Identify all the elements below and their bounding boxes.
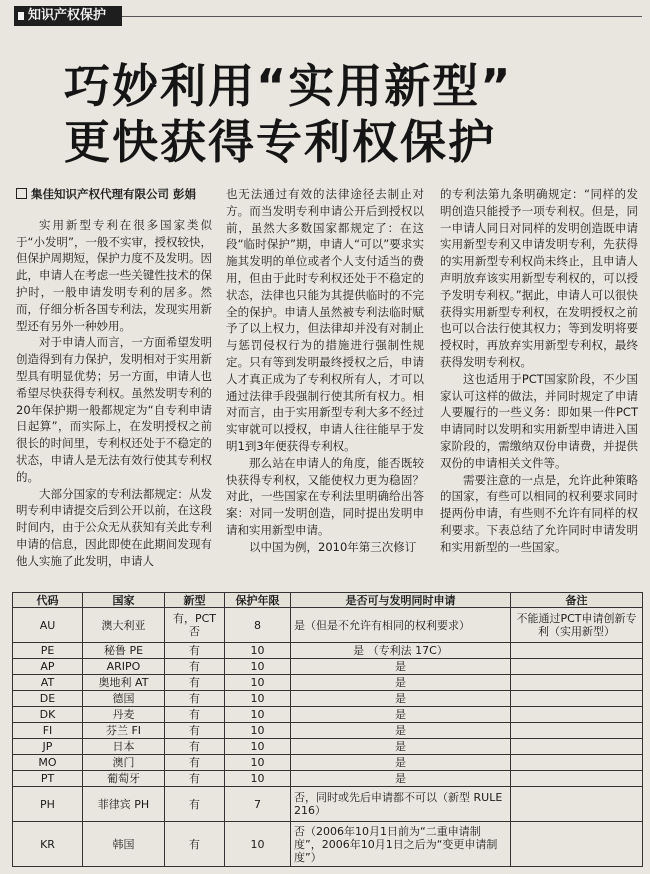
table-row	[13, 643, 643, 659]
cell-years: 10	[225, 755, 291, 771]
cell-apply: 是	[291, 691, 511, 707]
cell-note	[511, 822, 643, 867]
cell-note	[511, 643, 643, 659]
cell-apply: 是 （专利法 17C）	[291, 643, 511, 659]
cell-years: 10	[225, 822, 291, 867]
cell-country: 葡萄牙	[83, 771, 165, 787]
cell-code: AP	[13, 659, 83, 675]
paragraph: 以中国为例，2010年第三次修订	[249, 539, 417, 554]
header-years: 保护年限	[225, 593, 291, 608]
cell-apply: 是	[291, 755, 511, 771]
cell-apply: 否，同时或先后申请都不可以（新型 RULE 216）	[291, 787, 511, 822]
cell-utility: 有	[165, 723, 225, 739]
cell-country: 澳门	[83, 755, 165, 771]
header-country: 国家	[83, 593, 165, 608]
table-row	[13, 822, 643, 867]
headline-line-2: 更快获得专利权保护	[64, 115, 496, 169]
cell-note: 不能通过PCT申请创新专利（实用新型）	[511, 608, 643, 643]
cell-country: 奥地利 AT	[83, 675, 165, 691]
cell-note	[511, 755, 643, 771]
paragraph-continued: 的专利法第九条明确规定：“同样的发明创造只能授予一项专利权。但是，同一申请人同日对同样的发明创造既申请实用新型专利又申请发明专利，先获得的实用新型专利权尚未终止，且申请人声明放弃该实用新型专利权的，可以授予发明专利权。”据此，申请人可以很快获得实用新型专利权，在发明授权之前也可以合法行使其权力；等到发明将要授权时，再放弃实用新型专利权，最终获得发明专利权。	[440, 187, 638, 369]
cell-code: KR	[13, 822, 83, 867]
table-row	[13, 675, 643, 691]
header-utility: 新型	[165, 593, 225, 608]
paragraph: 需要注意的一点是，允许此种策略的国家，有些可以相同的权利要求同时提两份申请，有些则不允许有同样的权利要求。下表总结了允许同时申请发明和实用新型的一些国家。	[440, 472, 638, 554]
paragraph: 那么站在申请人的角度，能否既较快获得专利权，又能使权力更为稳固？对此，一些国家在专利法里明确给出答案：对同一发明创造，同时提出发明申请和实用新型申请。	[226, 455, 424, 537]
cell-code: DK	[13, 707, 83, 723]
table-row	[13, 608, 643, 643]
cell-note	[511, 739, 643, 755]
cell-code: DE	[13, 691, 83, 707]
table-row	[13, 787, 643, 822]
cell-note	[511, 771, 643, 787]
cell-apply: 是	[291, 723, 511, 739]
paragraph-continued: 也无法通过有效的法律途径去制止对方。而当发明专利申请公开后到授权以前，虽然大多数国家都规定了：在这段“临时保护”期，申请人“可以”要求实施其发明的单位或者个人支付适当的费用，但由于此时专利权还处于不稳定的状态，法律也只能为其提供临时的不完全的保护。申请人虽然被专利法临时赋予了以上权力，但法律却并没有对制止与惩罚侵权行为的措施进行强制性规定。只有等到发明最终授权之后，申请人才真正成为了专利权所有人，才可以通过法律手段强制行使其所有权力。相对而言，由于实用新型专利大多不经过实审就可以授权，申请人往往能早于发明1到3年便获得专利权。	[226, 187, 424, 453]
cell-country: 德国	[83, 691, 165, 707]
cell-note	[511, 787, 643, 822]
cell-years: 10	[225, 723, 291, 739]
cell-utility: 有	[165, 822, 225, 867]
cell-code: FI	[13, 723, 83, 739]
top-rule	[122, 16, 642, 17]
header-apply: 是否可与发明同时申请	[291, 593, 511, 608]
paragraph: 这也适用于PCT国家阶段，不少国家认可这样的做法，并同时规定了申请人要履行的一些义务：即如果一件PCT申请同时以发明和实用新型申请进入国家阶段的，需缴纳双份申请费，并提供双份的申请相关文件等。	[440, 371, 638, 470]
table-row	[13, 723, 643, 739]
cell-code: AT	[13, 675, 83, 691]
cell-note	[511, 707, 643, 723]
cell-utility: 有	[165, 787, 225, 822]
cell-country: 日本	[83, 739, 165, 755]
section-tag: 知识产权保护	[14, 6, 122, 26]
cell-note	[511, 723, 643, 739]
cell-years: 10	[225, 675, 291, 691]
byline	[16, 186, 212, 203]
cell-country: 澳大利亚	[83, 608, 165, 643]
header-note: 备注	[511, 593, 643, 608]
cell-country: 芬兰 FI	[83, 723, 165, 739]
cell-code: PH	[13, 787, 83, 822]
table-row	[13, 707, 643, 723]
cell-years: 10	[225, 707, 291, 723]
cell-code: JP	[13, 739, 83, 755]
article-column-1	[16, 186, 212, 570]
cell-utility: 有	[165, 755, 225, 771]
table-row	[13, 691, 643, 707]
article-column-3	[440, 186, 638, 556]
cell-country: 秘鲁 PE	[83, 643, 165, 659]
table-row	[13, 755, 643, 771]
cell-apply: 是	[291, 659, 511, 675]
cell-utility: 有	[165, 707, 225, 723]
cell-code: PT	[13, 771, 83, 787]
cell-utility: 有	[165, 739, 225, 755]
paragraph: 大部分国家的专利法都规定：从发明专利申请提交后到公开以前，在这段时间内，由于公众无从获知有关此专利申请的信息，因此即使在此期间发现有他人实施了此发明，申请人	[16, 486, 212, 568]
article-column-2	[226, 186, 424, 556]
headline-line-1: 巧妙利用“实用新型”	[64, 59, 513, 113]
cell-apply: 是（但是不允许有相同的权利要求）	[291, 608, 511, 643]
cell-years: 10	[225, 691, 291, 707]
cell-utility: 有	[165, 643, 225, 659]
cell-years: 7	[225, 787, 291, 822]
cell-country: ARIPO	[83, 659, 165, 675]
cell-note	[511, 675, 643, 691]
cell-apply: 否（2006年10月1日前为“二重申请制度”，2006年10月1日之后为“变更申请制度”）	[291, 822, 511, 867]
cell-country: 菲律宾 PH	[83, 787, 165, 822]
cell-years: 10	[225, 643, 291, 659]
paragraph: 对于申请人而言，一方面希望发明创造得到有力保护，发明相对于实用新型具有明显优势；另一方面，申请人也希望尽快获得专利权。虽然发明专利的20年保护期一般都规定为“自专利申请日起算”，而实际上，在发明授权之前很长的时间里，专利权还处于不稳定的状态，申请人是无法有效行使其专利权的。	[16, 335, 212, 484]
cell-years: 8	[225, 608, 291, 643]
cell-years: 10	[225, 659, 291, 675]
cell-utility: 有	[165, 691, 225, 707]
cell-code: PE	[13, 643, 83, 659]
square-icon	[16, 188, 27, 199]
byline-text: 集佳知识产权代理有限公司 彭娟	[31, 187, 197, 201]
cell-utility: 有	[165, 659, 225, 675]
cell-apply: 是	[291, 739, 511, 755]
cell-country: 韩国	[83, 822, 165, 867]
cell-apply: 是	[291, 675, 511, 691]
table-row	[13, 771, 643, 787]
cell-code: MO	[13, 755, 83, 771]
cell-country: 丹麦	[83, 707, 165, 723]
cell-note	[511, 659, 643, 675]
header-code: 代码	[13, 593, 83, 608]
cell-apply: 是	[291, 707, 511, 723]
cell-utility: 有	[165, 675, 225, 691]
cell-note	[511, 691, 643, 707]
table-row	[13, 659, 643, 675]
cell-code: AU	[13, 608, 83, 643]
cell-years: 10	[225, 739, 291, 755]
paragraph: 实用新型专利在很多国家类似于“小发明”，一般不实审，授权较快，但保护周期短，保护力度不及发明。因此，申请人在考虑一些关键性技术的保护时，一般申请发明专利的居多。然而，仔细分析各国专利法，发现实用新型还有另外一种妙用。	[16, 217, 212, 333]
cell-utility: 有	[165, 771, 225, 787]
countries-table	[12, 592, 643, 867]
table-row	[13, 739, 643, 755]
cell-apply: 是	[291, 771, 511, 787]
cell-years: 10	[225, 771, 291, 787]
cell-utility: 有，PCT否	[165, 608, 225, 643]
table-header-row	[13, 593, 643, 608]
